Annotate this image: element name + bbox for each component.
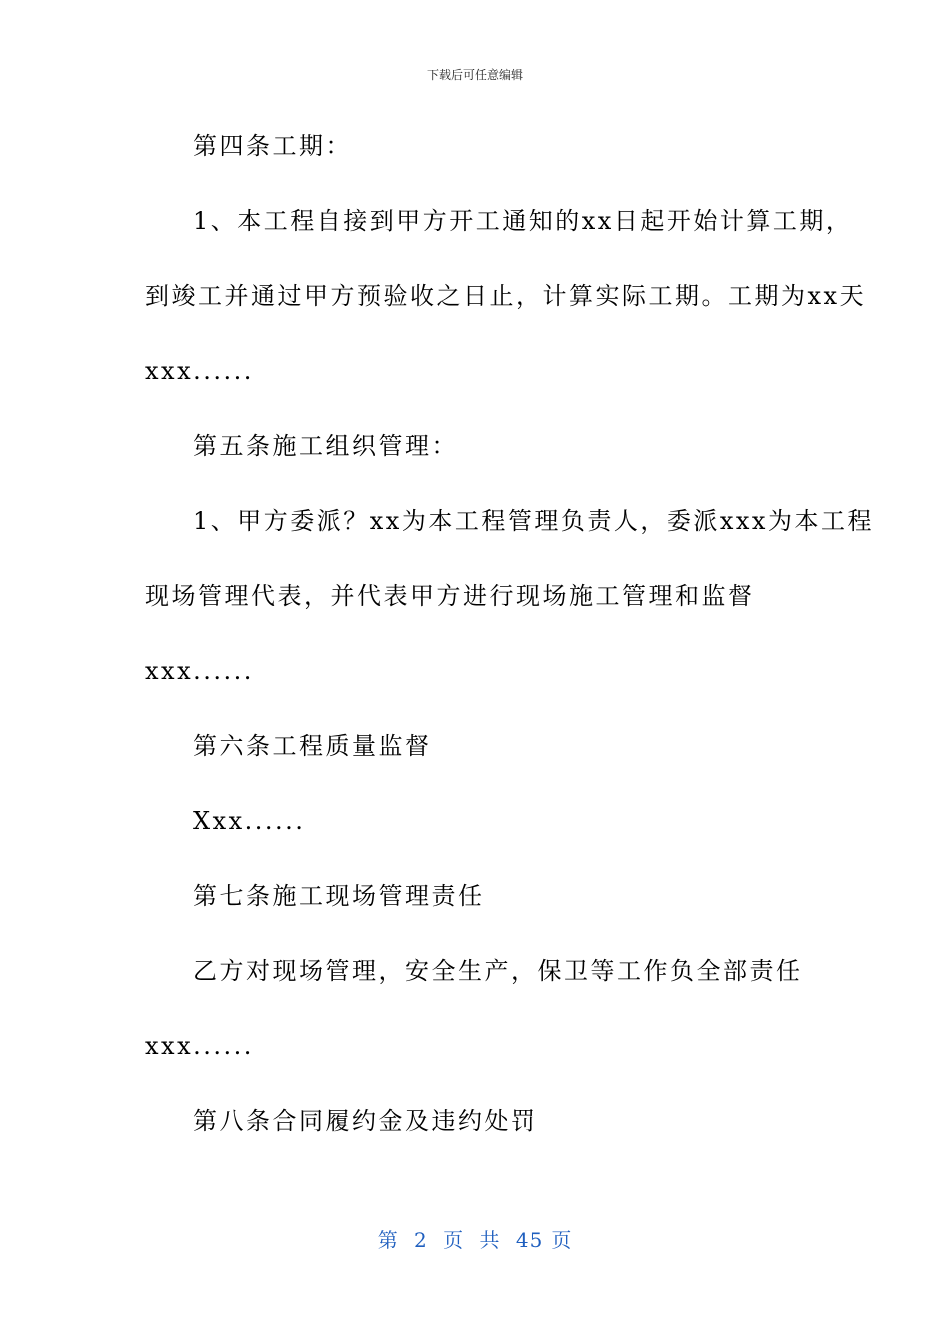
document-body: [145, 127, 874, 1177]
footer-page-word: 页: [443, 1228, 465, 1252]
paragraph-line: 乙方对现场管理，安全生产，保卫等工作负全部责任: [193, 957, 803, 985]
footer-total-word: 共: [479, 1228, 501, 1252]
total-page-count: 45: [515, 1228, 544, 1252]
article-8-heading: 第八条合同履约金及违约处罚: [193, 1107, 538, 1135]
page-footer: [0, 1224, 950, 1253]
footer-suffix: 页: [551, 1228, 573, 1252]
paragraph-line: 现场管理代表，并代表甲方进行现场施工管理和监督: [145, 582, 755, 610]
paragraph-line: 1、甲方委派？xx为本工程管理负责人，委派xxx为本工程: [193, 507, 874, 535]
paragraph-line: 1、本工程自接到甲方开工通知的xx日起开始计算工期，: [193, 207, 853, 235]
article-6-heading: 第六条工程质量监督: [193, 732, 432, 760]
page-header: 下载后可任意编辑: [426, 68, 523, 82]
footer-prefix: 第: [377, 1228, 399, 1252]
paragraph-line: Xxx......: [193, 807, 306, 835]
paragraph-line: xxx......: [145, 657, 254, 685]
article-5-heading: 第五条施工组织管理：: [193, 432, 458, 460]
paragraph-line: xxx......: [145, 1032, 254, 1060]
article-4-heading: 第四条工期：: [193, 132, 352, 160]
article-7-heading: 第七条施工现场管理责任: [193, 882, 485, 910]
current-page-number: 2: [414, 1228, 428, 1252]
paragraph-line: xxx......: [145, 357, 254, 385]
paragraph-line: 到竣工并通过甲方预验收之日止，计算实际工期。工期为xx天: [145, 282, 867, 310]
